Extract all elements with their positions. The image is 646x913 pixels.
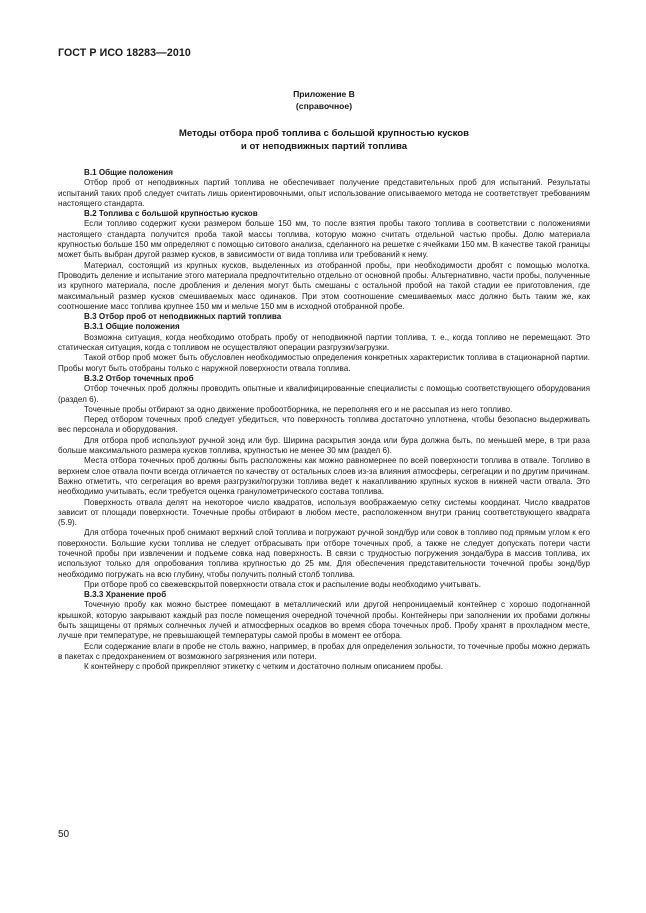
paragraph: Материал, состоящий из крупных кусков, выделенных из отобранной пробы, при необходимости дробят с помощью молотка. Проводить деление и испытание этого материала предпочтительно отдельно от основной пробы. Альтернативно, части пробы, полученные из крупного материала, после дробления и деления могут быть смешаны с остальной пробой на такой стадии ее приготовления, где максимальный размер кусков смешиваемых масс одинаков. При этом соотношение смешиваемых масс должно быть таким же, как соотношение масс топлива крупнее 150 мм и мельче 150 мм в исходной отобранной пробе. bbox=[58, 260, 590, 311]
paragraph: Для отбора точечных проб снимают верхний слой топлива и погружают ручной зонд/бур или совок в топливо под прямым углом к его поверхности. Большие куски топлива не следует отбрасывать при отборе точечных проб, а также не следует допускать потери части точечной пробы при извлечении и подъеме совка над поверхность. В связи с трудностью погружения зонда/бура в массив топлива, их используют только для опробования топлива крупностью до 25 мм. Для обеспечения представительности точечной пробы зонд/бур необходимо погружать на всю глубину, чтобы получить полный столб топлива. bbox=[58, 528, 590, 579]
paragraph: Места отбора точечных проб должны быть расположены как можно равномернее по всей поверхности топлива в отвале. Топливо в верхнем слое отвала почти всегда отличается по качеству от остальных слоев из-за влияния атмосферы, сегрегации и по другим причинам. Важно отметить, что сегрегация во время разгрузки/погрузки топлива ведет к накапливанию крупных кусков в нижней части отвала. Это необходимо учитывать, если требуется оценка гранулометрического состава топлива. bbox=[58, 456, 590, 497]
document-body bbox=[58, 168, 590, 673]
paragraph: Отбор проб от неподвижных партий топлива не обеспечивает получение представительных проб для испытаний. Результаты испытаний таких проб следует считать лишь ориентировочными, опыт использование описываемого метода не соответствует требованиям настоящего стандарта. bbox=[58, 178, 590, 208]
paragraph: Возможна ситуация, когда необходимо отобрать пробу от неподвижной партии топлива, т. е., когда топливо не перемещают. Это статическая ситуация, когда с топливом не осуществляют операции разгрузки/загрузки. bbox=[58, 332, 590, 353]
paragraph: Точечную пробу как можно быстрее помещают в металлический или другой непроницаемый контейнер с хорошо подогнанной крышкой, которую закрывают каждый раз после помещения очередной точечной пробы. Контейнеры при заполнении их пробами должны быть защищены от прямых солнечных лучей и атмосферных осадков во время сбора точечных проб. Пробу хранят в прохладном месте, лучше при температуре, не превышающей температуры самой пробы в момент ее отбора. bbox=[58, 600, 590, 641]
annex-title-line-1: Методы отбора проб топлива с большой крупностью кусков bbox=[178, 128, 470, 139]
paragraph: Если содержание влаги в пробе не столь важно, например, в пробах для определения зольности, то точечные пробы можно держать в пакетах с предохранением от возможного загрязнения или потери. bbox=[58, 641, 590, 661]
paragraph: Точечные пробы отбирают за одно движение пробоотборника, не переполняя его и не рассыпая из него топливо. bbox=[84, 404, 513, 414]
paragraph: Отбор точечных проб должны проводить опытные и квалифицированные специалисты с помощью соответствующего оборудования (раздел 6). bbox=[58, 384, 590, 404]
paragraph: Поверхность отвала делят на некоторое число квадратов, используя воображаемую сетку системы координат. Число квадратов зависит от площади поверхности. Точечные пробы отбирают в любом месте, расположенном внутри границ соответствующего квадрата (5.9). bbox=[58, 497, 590, 528]
annex-note: (справочное) bbox=[295, 101, 353, 111]
annex-title bbox=[58, 127, 590, 153]
page-number: 50 bbox=[58, 829, 70, 840]
section-heading: В.2 Топлива с большой крупностью кусков bbox=[84, 209, 258, 219]
paragraph: Для отбора проб используют ручной зонд или бур. Ширина раскрытия зонда или бура должна быть, по меньшей мере, в три раза больше максимального размера кусков топлива, крупностью не менее 30 мм (раздел 6). bbox=[58, 435, 590, 456]
annex-heading bbox=[58, 88, 590, 112]
subsection-heading: В.3.1 Общие положения bbox=[84, 322, 180, 332]
annex-label: Приложение В bbox=[293, 89, 355, 99]
section-heading: В.3 Отбор проб от неподвижных партий топлива bbox=[84, 312, 282, 322]
section-heading: В.1 Общие положения bbox=[84, 168, 173, 177]
paragraph: При отборе проб со свежевскрытой поверхности отвала сток и распыление воды необходимо учитывать. bbox=[84, 579, 481, 589]
document-header: ГОСТ Р ИСО 18283—2010 bbox=[58, 47, 191, 59]
annex-title-line-2: и от неподвижных партий топлива bbox=[240, 141, 408, 152]
subsection-heading: В.3.2 Отбор точечных проб bbox=[84, 373, 194, 383]
subsection-heading: В.3.3 Хранение проб bbox=[84, 590, 167, 600]
paragraph: К контейнеру с пробой прикрепляют этикетку с четким и достаточно полным описанием пробы. bbox=[84, 662, 443, 672]
paragraph: Перед отбором точечных проб следует убедиться, что поверхность топлива достаточно уплотнена, чтобы безопасно выдерживать вес персонала и оборудования. bbox=[58, 415, 590, 435]
paragraph: Если топливо содержит куски размером больше 150 мм, то после взятия пробы такого топлива в соответствии с положениями настоящего стандарта получится проба такой массы топлива, которую можно считать отдельной частью пробы. Долю материала крупностью больше 150 мм определяют с помощью ситового анализа, сделанного на решетке с ячейками 150 мм. В качестве такой границы может быть выбран другой размер кусков, в зависимости от вида топлива или требований к нему. bbox=[58, 219, 590, 260]
paragraph: Такой отбор проб может быть обусловлен необходимостью определения конкретных характеристик топлива в стационарной партии. Пробы могут быть отобраны только с наружной поверхности отвала топлива. bbox=[58, 353, 590, 373]
